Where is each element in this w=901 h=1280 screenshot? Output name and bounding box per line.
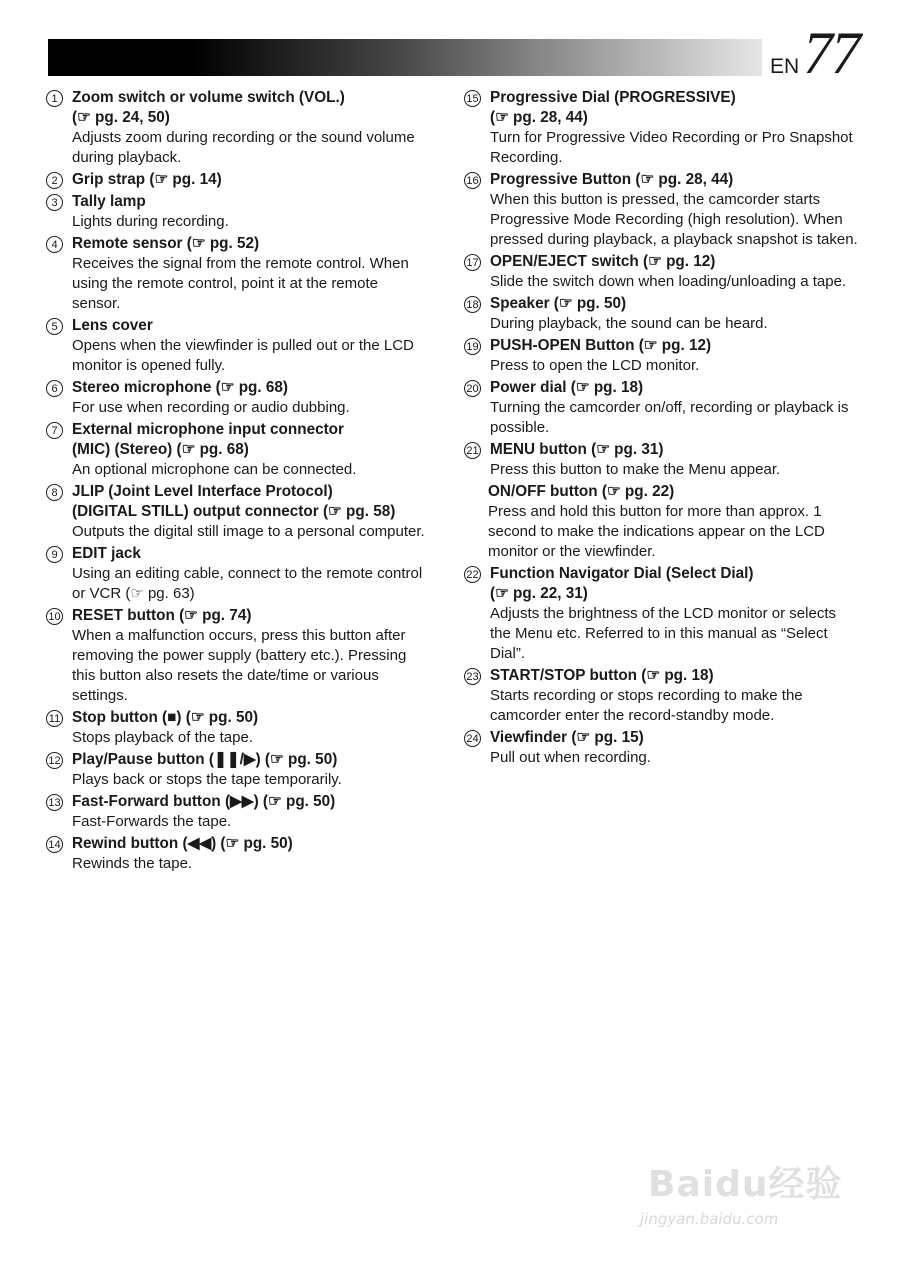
- item-description: When a malfunction occurs, press this button after removing the power supply (battery etc.). Pressing this button also resets the date/time or various settings.: [72, 627, 407, 704]
- item-description: Press to open the LCD monitor.: [490, 357, 700, 374]
- list-item: [46, 708, 430, 748]
- item-number-badge: 21: [464, 442, 481, 459]
- item-number-badge: 9: [46, 546, 63, 563]
- onoff-subitem: [464, 482, 859, 562]
- item-title: Progressive Dial (PROGRESSIVE): [490, 89, 736, 106]
- list-item: [46, 544, 430, 604]
- item-number-badge: 4: [46, 236, 63, 253]
- item-number-badge: 18: [464, 296, 481, 313]
- page-number: 77: [803, 20, 859, 86]
- item-number-badge: 24: [464, 730, 481, 747]
- item-description: Turning the camcorder on/off, recording or playback is possible.: [490, 399, 849, 436]
- item-title: Viewfinder (☞ pg. 15): [490, 729, 644, 746]
- language-label: EN: [770, 55, 800, 78]
- item-title: Fast-Forward button (▶▶) (☞ pg. 50): [72, 793, 336, 810]
- list-item: [464, 728, 859, 768]
- item-title-continued: (☞ pg. 22, 31): [490, 585, 588, 602]
- item-number-badge: 19: [464, 338, 481, 355]
- list-item: [464, 336, 859, 376]
- item-number-badge: 10: [46, 608, 63, 625]
- item-title-continued: (☞ pg. 24, 50): [72, 109, 170, 126]
- item-number-badge: 1: [46, 90, 63, 107]
- item-description: Starts recording or stops recording to make the camcorder enter the record-standby mode.: [490, 687, 803, 724]
- item-description: Pull out when recording.: [490, 749, 651, 766]
- item-title: OPEN/EJECT switch (☞ pg. 12): [490, 253, 716, 270]
- header-gradient-bar: [48, 39, 762, 76]
- item-number-badge: 15: [464, 90, 481, 107]
- list-item: [46, 170, 430, 190]
- item-title: Tally lamp: [72, 193, 146, 210]
- onoff-desc: Press and hold this button for more than approx. 1 second to make the indications appear on the LCD monitor or the viewfinder.: [488, 503, 825, 560]
- item-number-badge: 11: [46, 710, 63, 727]
- list-item: [464, 440, 859, 480]
- list-item: [46, 234, 430, 314]
- item-number-badge: 13: [46, 794, 63, 811]
- item-title-continued: (☞ pg. 28, 44): [490, 109, 588, 126]
- left-column: [46, 88, 430, 876]
- item-number-badge: 22: [464, 566, 481, 583]
- item-title: Stop button (■) (☞ pg. 50): [72, 709, 259, 726]
- list-item: [46, 482, 430, 542]
- item-title: Play/Pause button (❚❚/▶) (☞ pg. 50): [72, 751, 338, 768]
- item-title: External microphone input connector: [72, 421, 344, 438]
- item-title-continued: (DIGITAL STILL) output connector (☞ pg. 58): [72, 503, 396, 520]
- item-number-badge: 2: [46, 172, 63, 189]
- item-description: For use when recording or audio dubbing.: [72, 399, 350, 416]
- list-item: [464, 666, 859, 726]
- item-title: Remote sensor (☞ pg. 52): [72, 235, 260, 252]
- list-item: [46, 378, 430, 418]
- item-title: Power dial (☞ pg. 18): [490, 379, 644, 396]
- list-item: [46, 606, 430, 706]
- item-description: When this button is pressed, the camcorder starts Progressive Mode Recording (high resolution). When pressed during playback, a playback snapshot is taken.: [490, 191, 858, 248]
- watermark-logo: Baidu经验: [648, 1164, 843, 1205]
- item-number-badge: 3: [46, 194, 63, 211]
- item-number-badge: 14: [46, 836, 63, 853]
- item-title: RESET button (☞ pg. 74): [72, 607, 252, 624]
- list-item: [464, 88, 859, 168]
- right-column: [464, 88, 859, 770]
- list-item: [46, 316, 430, 376]
- item-number-badge: 5: [46, 318, 63, 335]
- item-number-badge: 6: [46, 380, 63, 397]
- item-description: During playback, the sound can be heard.: [490, 315, 768, 332]
- item-description: An optional microphone can be connected.: [72, 461, 357, 478]
- list-item: [46, 192, 430, 232]
- list-item: [464, 170, 859, 250]
- item-description: Fast-Forwards the tape.: [72, 813, 232, 830]
- item-title: MENU button (☞ pg. 31): [490, 441, 664, 458]
- item-number-badge: 23: [464, 668, 481, 685]
- item-number-badge: 17: [464, 254, 481, 271]
- item-description: Receives the signal from the remote control. When using the remote control, point it at the remote sensor.: [72, 255, 409, 312]
- item-number-badge: 16: [464, 172, 481, 189]
- item-title: PUSH-OPEN Button (☞ pg. 12): [490, 337, 712, 354]
- item-description: Stops playback of the tape.: [72, 729, 253, 746]
- item-title: Grip strap (☞ pg. 14): [72, 171, 222, 188]
- onoff-title: ON/OFF button (☞ pg. 22): [488, 483, 675, 500]
- item-description: Press this button to make the Menu appear.: [490, 461, 781, 478]
- list-item: [46, 420, 430, 480]
- item-title: EDIT jack: [72, 545, 141, 562]
- item-description: Adjusts zoom during recording or the sound volume during playback.: [72, 129, 415, 166]
- list-item: [464, 294, 859, 334]
- item-description: Opens when the viewfinder is pulled out or the LCD monitor is opened fully.: [72, 337, 414, 374]
- list-item: [46, 834, 430, 874]
- list-item: [464, 378, 859, 438]
- item-title: Progressive Button (☞ pg. 28, 44): [490, 171, 734, 188]
- item-title: Speaker (☞ pg. 50): [490, 295, 627, 312]
- watermark-url: jingyan.baidu.com: [640, 1210, 779, 1228]
- right-list-a: [464, 88, 859, 480]
- item-description: Plays back or stops the tape temporarily.: [72, 771, 342, 788]
- list-item: [464, 252, 859, 292]
- item-title: Lens cover: [72, 317, 153, 334]
- baidu-watermark: [640, 1148, 860, 1240]
- right-list-b: [464, 564, 859, 768]
- item-number-badge: 12: [46, 752, 63, 769]
- item-description: Using an editing cable, connect to the remote control or VCR (☞ pg. 63): [72, 565, 423, 602]
- list-item: [46, 750, 430, 790]
- item-description: Outputs the digital still image to a personal computer.: [72, 523, 425, 540]
- item-description: Adjusts the brightness of the LCD monitor or selects the Menu etc. Referred to in this manual as “Select Dial”.: [490, 605, 836, 662]
- item-number-badge: 7: [46, 422, 63, 439]
- item-title: START/STOP button (☞ pg. 18): [490, 667, 714, 684]
- item-description: Slide the switch down when loading/unloading a tape.: [490, 273, 847, 290]
- item-title: JLIP (Joint Level Interface Protocol): [72, 483, 333, 500]
- list-item: [46, 792, 430, 832]
- item-description: Rewinds the tape.: [72, 855, 193, 872]
- item-title: Function Navigator Dial (Select Dial): [490, 565, 754, 582]
- item-number-badge: 8: [46, 484, 63, 501]
- item-number-badge: 20: [464, 380, 481, 397]
- list-item: [46, 88, 430, 168]
- item-title: Stereo microphone (☞ pg. 68): [72, 379, 289, 396]
- item-description: Turn for Progressive Video Recording or Pro Snapshot Recording.: [490, 129, 853, 166]
- item-title-continued: (MIC) (Stereo) (☞ pg. 68): [72, 441, 249, 458]
- item-title: Rewind button (◀◀) (☞ pg. 50): [72, 835, 293, 852]
- list-item: [464, 564, 859, 664]
- item-description: Lights during recording.: [72, 213, 229, 230]
- item-title: Zoom switch or volume switch (VOL.): [72, 89, 345, 106]
